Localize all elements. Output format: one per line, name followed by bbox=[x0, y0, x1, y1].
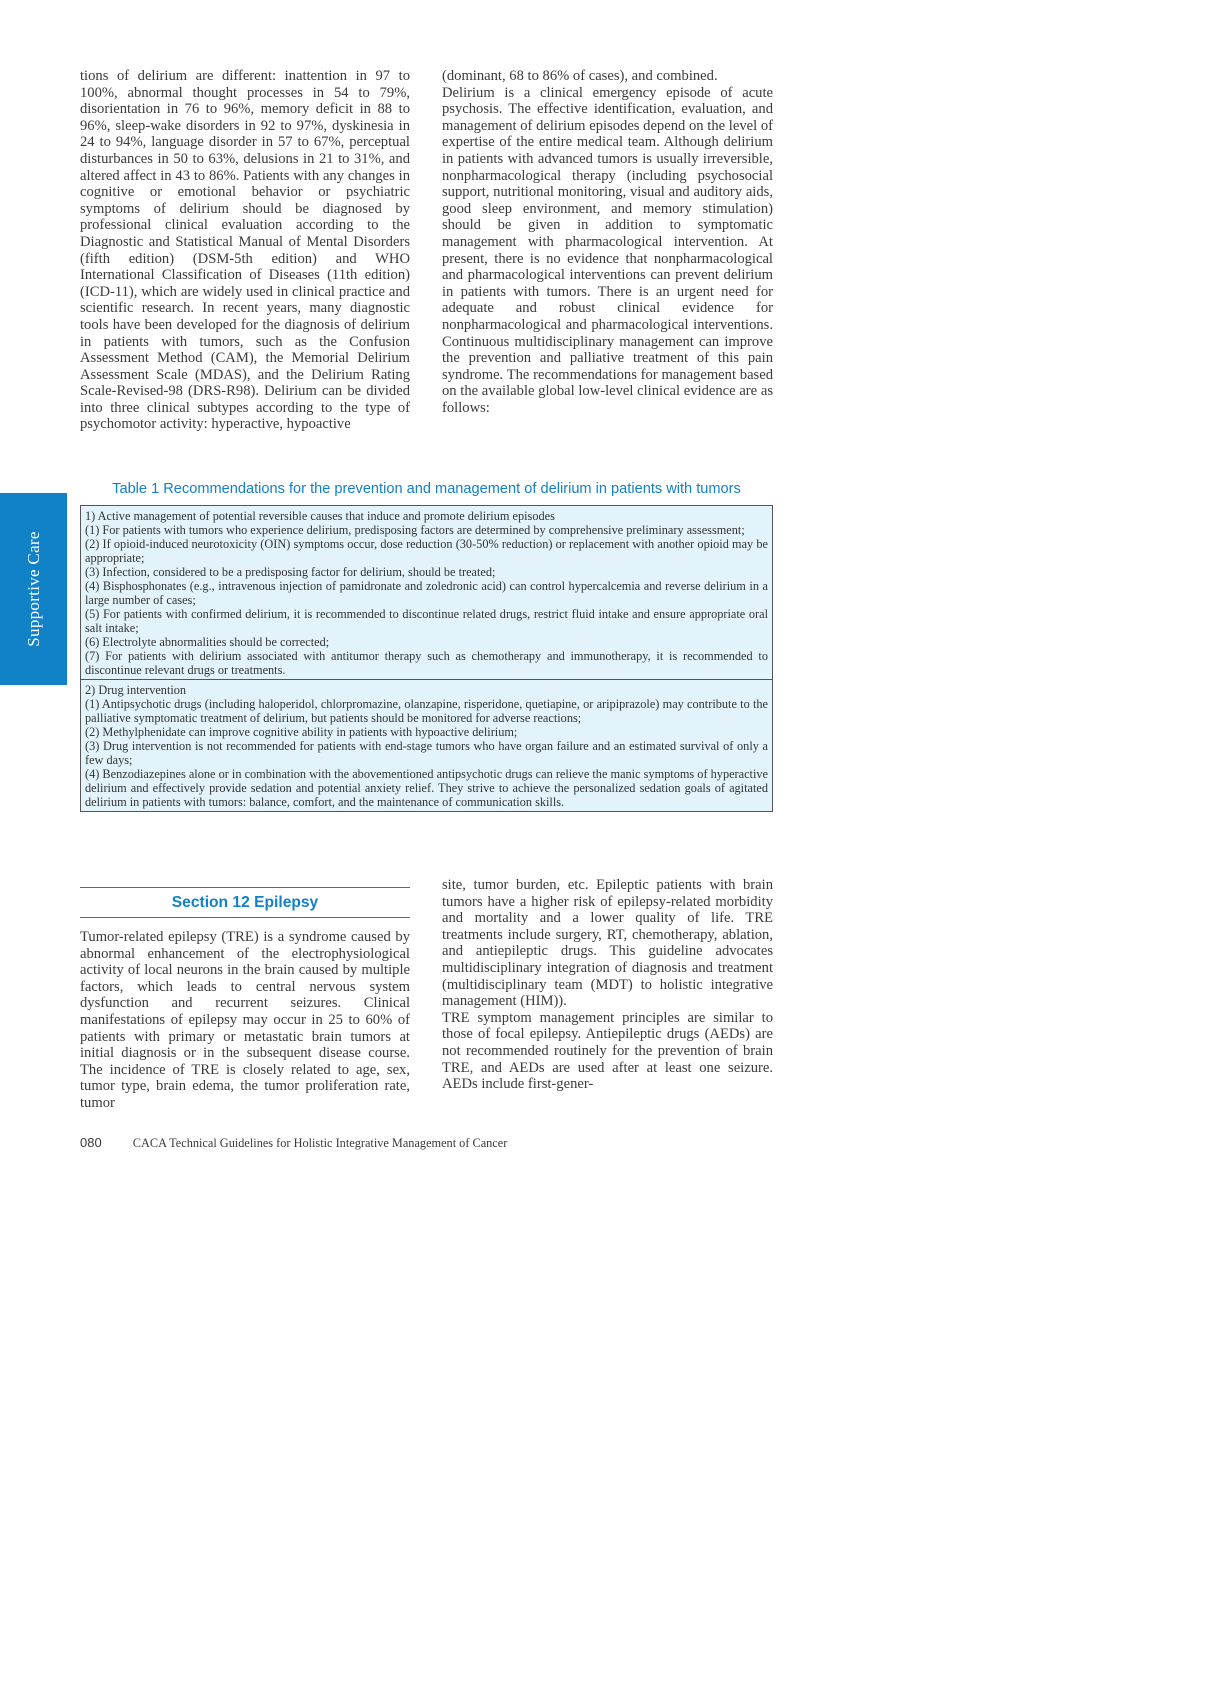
side-tab-label: Supportive Care bbox=[23, 531, 43, 647]
table-item: (7) For patients with delirium associated with antitumor therapy such as chemotherapy and immunotherapy, it is recommended to discontinue relevant drugs or treatments. bbox=[85, 649, 768, 677]
table-item: (2) If opioid-induced neurotoxicity (OIN) symptoms occur, dose reduction (30-50% reduction) or replacement with another opioid may be appropriate; bbox=[85, 537, 768, 565]
page-number: 080 bbox=[80, 1135, 102, 1150]
bottom-left-column bbox=[80, 929, 410, 1112]
paragraph: TRE symptom management principles are similar to those of focal epilepsy. Antiepileptic drugs (AEDs) are not recommended routinely for the prevention of brain TRE, and AEDs are used after at least one seizure. AEDs include first-gener- bbox=[442, 1009, 773, 1093]
section-side-tab bbox=[0, 493, 67, 685]
book-title: CACA Technical Guidelines for Holistic Integrative Management of Cancer bbox=[132, 1136, 508, 1150]
table-block-reversible-causes bbox=[81, 506, 772, 679]
table-item: (5) For patients with confirmed delirium, it is recommended to discontinue related drugs, restrict fluid intake and ensure appropriate oral salt intake; bbox=[85, 607, 768, 635]
top-left-column bbox=[80, 68, 410, 433]
table-block-heading: 1) Active management of potential reversible causes that induce and promote delirium episodes bbox=[85, 509, 555, 523]
table-caption: Table 1 Recommendations for the prevention and management of delirium in patients with tumors bbox=[112, 481, 741, 497]
page-footer bbox=[80, 1135, 507, 1151]
top-right-column bbox=[442, 68, 773, 416]
table-item: (4) Benzodiazepines alone or in combination with the abovementioned antipsychotic drugs can relieve the manic symptoms of hyperactive delirium and effectively provide sedation and potential anxiety relief. They strive to achieve the personalized sedation goals of agitated delirium in patients with tumors: balance, comfort, and the maintenance of communication skills. bbox=[85, 767, 768, 809]
paragraph: Delirium is a clinical emergency episode of acute psychosis. The effective identification, evaluation, and management of delirium episodes depend on the level of expertise of the entire medical team. Although delirium in patients with advanced tumors is usually irreversible, nonpharmacological therapy (including psychosocial support, nutritional monitoring, visual and auditory aids, good sleep environment, and memory stimulation) should be given in addition to symptomatic management with pharmacological intervention. At present, there is no evidence that nonpharmacological and pharmacological interventions can prevent delirium in patients with tumors. There is an urgent need for adequate and robust clinical evidence for nonpharmacological and pharmacological interventions. Continuous multidisciplinary management can improve the prevention and palliative treatment of this pain syndrome. The recommendations for management based on the available global low-level clinical evidence are as follows: bbox=[442, 84, 773, 416]
table-item: (4) Bisphosphonates (e.g., intravenous injection of pamidronate and zoledronic acid) can control hypercalcemia and reverse delirium in a large number of cases; bbox=[85, 579, 768, 607]
table-block-heading: 2) Drug intervention bbox=[85, 683, 187, 697]
table-item: (2) Methylphenidate can improve cognitive ability in patients with hypoactive delirium; bbox=[85, 725, 518, 739]
section-heading: Section 12 Epilepsy bbox=[80, 887, 410, 918]
bottom-right-column bbox=[442, 877, 773, 1093]
paragraph: (dominant, 68 to 86% of cases), and combined. bbox=[442, 68, 718, 84]
recommendations-table bbox=[80, 505, 773, 812]
paragraph: site, tumor burden, etc. Epileptic patients with brain tumors have a higher risk of epilepsy-related morbidity and mortality and a lower quality of life. TRE treatments include surgery, RT, chemotherapy, ablation, and antiepileptic drugs. This guideline advocates multidisciplinary integration of diagnosis and treatment (multidisciplinary team (MDT) to holistic integrative management (HIM)). bbox=[442, 877, 773, 1010]
table-item: (3) Infection, considered to be a predisposing factor for delirium, should be treated; bbox=[85, 565, 496, 579]
table-item: (1) Antipsychotic drugs (including haloperidol, chlorpromazine, olanzapine, risperidone, quetiapine, or aripiprazole) may contribute to the palliative symptomatic treatment of delirium, but patients should be monitored for adverse reactions; bbox=[85, 697, 768, 725]
table-item: (3) Drug intervention is not recommended for patients with end-stage tumors who have organ failure and an estimated survival of only a few days; bbox=[85, 739, 768, 767]
table-item: (6) Electrolyte abnormalities should be corrected; bbox=[85, 635, 330, 649]
table-item: (1) For patients with tumors who experience delirium, predisposing factors are determined by comprehensive preliminary assessment; bbox=[85, 523, 745, 537]
paragraph: Tumor-related epilepsy (TRE) is a syndrome caused by abnormal enhancement of the electrophysiological activity of local neurons in the brain caused by multiple factors, which leads to central nervous system dysfunction and recurrent seizures. Clinical manifestations of epilepsy may occur in 25 to 60% of patients with primary or metastatic brain tumors at initial diagnosis or in the subsequent disease course. The incidence of TRE is closely related to age, sex, tumor type, brain edema, the tumor proliferation rate, tumor bbox=[80, 929, 410, 1111]
paragraph: tions of delirium are different: inattention in 97 to 100%, abnormal thought processes in 54 to 79%, disorientation in 76 to 96%, memory deficit in 88 to 96%, sleep-wake disorders in 92 to 97%, dyskinesia in 24 to 94%, language disorder in 57 to 67%, perceptual disturbances in 50 to 63%, delusions in 21 to 31%, and altered affect in 43 to 86%. Patients with any changes in cognitive or emotional behavior or psychiatric symptoms of delirium should be diagnosed by professional clinical evaluation according to the Diagnostic and Statistical Manual of Mental Disorders (fifth edition) (DSM-5th edition) and WHO International Classification of Diseases (11th edition) (ICD-11), which are widely used in clinical practice and scientific research. In recent years, many diagnostic tools have been developed for the diagnosis of delirium in patients with tumors, such as the Confusion Assessment Method (CAM), the Memorial Delirium Assessment Scale (MDAS), and the Delirium Rating Scale-Revised-98 (DRS-R98). Delirium can be divided into three clinical subtypes according to the type of psychomotor activity: hyperactive, hypoactive bbox=[80, 68, 410, 433]
table-block-drug-intervention bbox=[81, 679, 772, 811]
